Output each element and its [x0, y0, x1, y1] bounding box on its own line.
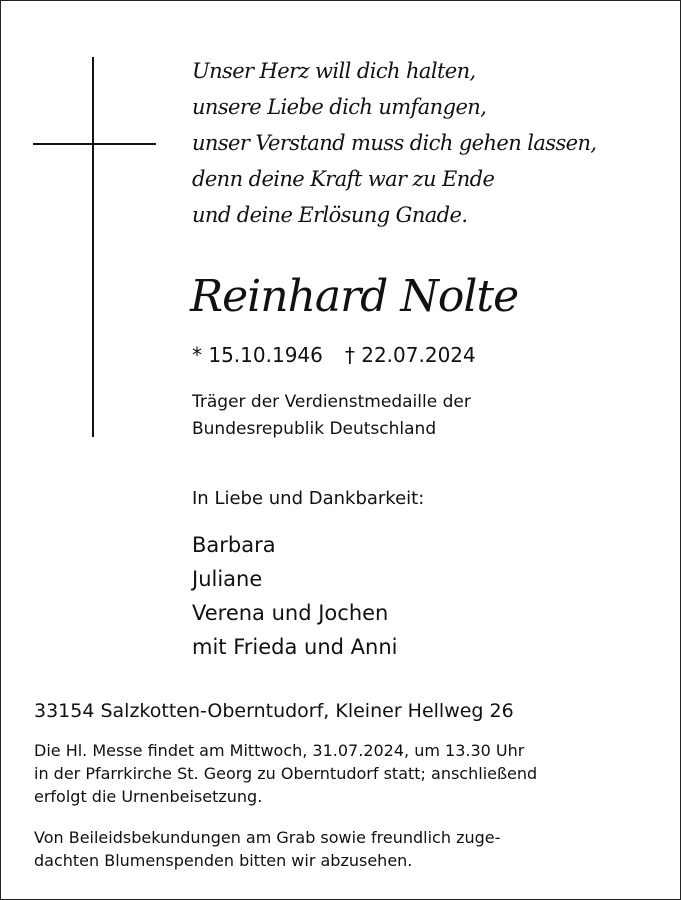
note-line: Von Beileidsbekundungen am Grab sowie freundlich zuge- — [34, 828, 501, 847]
mourner-name: Verena und Jochen — [192, 601, 389, 625]
note-line: dachten Blumenspenden bitten wir abzusehen. — [34, 851, 413, 870]
mourners-intro: In Liebe und Dankbarkeit: — [192, 488, 425, 509]
death-date: † 22.07.2024 — [344, 343, 476, 367]
cross-vertical-bar — [92, 57, 94, 437]
service-line: erfolgt die Urnenbeisetzung. — [34, 787, 263, 806]
poem-line: unser Verstand muss dich gehen lassen, — [192, 131, 597, 155]
mourner-name: Juliane — [192, 567, 263, 591]
mourner-name: Barbara — [192, 533, 276, 557]
service-line: Die Hl. Messe findet am Mittwoch, 31.07.2024, um 13.30 Uhr — [34, 741, 525, 760]
honor-text — [192, 389, 471, 443]
birth-date: * 15.10.1946 — [192, 343, 323, 367]
service-line: in der Pfarrkirche St. Georg zu Oberntudorf statt; anschließend — [34, 764, 538, 783]
condolence-note — [34, 826, 500, 872]
poem-line: denn deine Kraft war zu Ende — [192, 167, 495, 191]
life-dates — [192, 341, 476, 369]
mourner-name: mit Frieda und Anni — [192, 635, 398, 659]
family-address: 33154 Salzkotten-Oberntudorf, Kleiner Hellweg 26 — [34, 700, 514, 722]
poem — [192, 53, 596, 233]
deceased-name: Reinhard Nolte — [190, 271, 519, 322]
honor-line: Träger der Verdienstmedaille der — [192, 392, 471, 412]
service-info — [34, 739, 537, 808]
cross-horizontal-bar — [33, 143, 156, 145]
honor-line: Bundesrepublik Deutschland — [192, 419, 437, 439]
poem-line: und deine Erlösung Gnade. — [192, 203, 468, 227]
poem-line: Unser Herz will dich halten, — [192, 59, 476, 83]
mourners-list — [192, 528, 397, 664]
poem-line: unsere Liebe dich umfangen, — [192, 95, 487, 119]
